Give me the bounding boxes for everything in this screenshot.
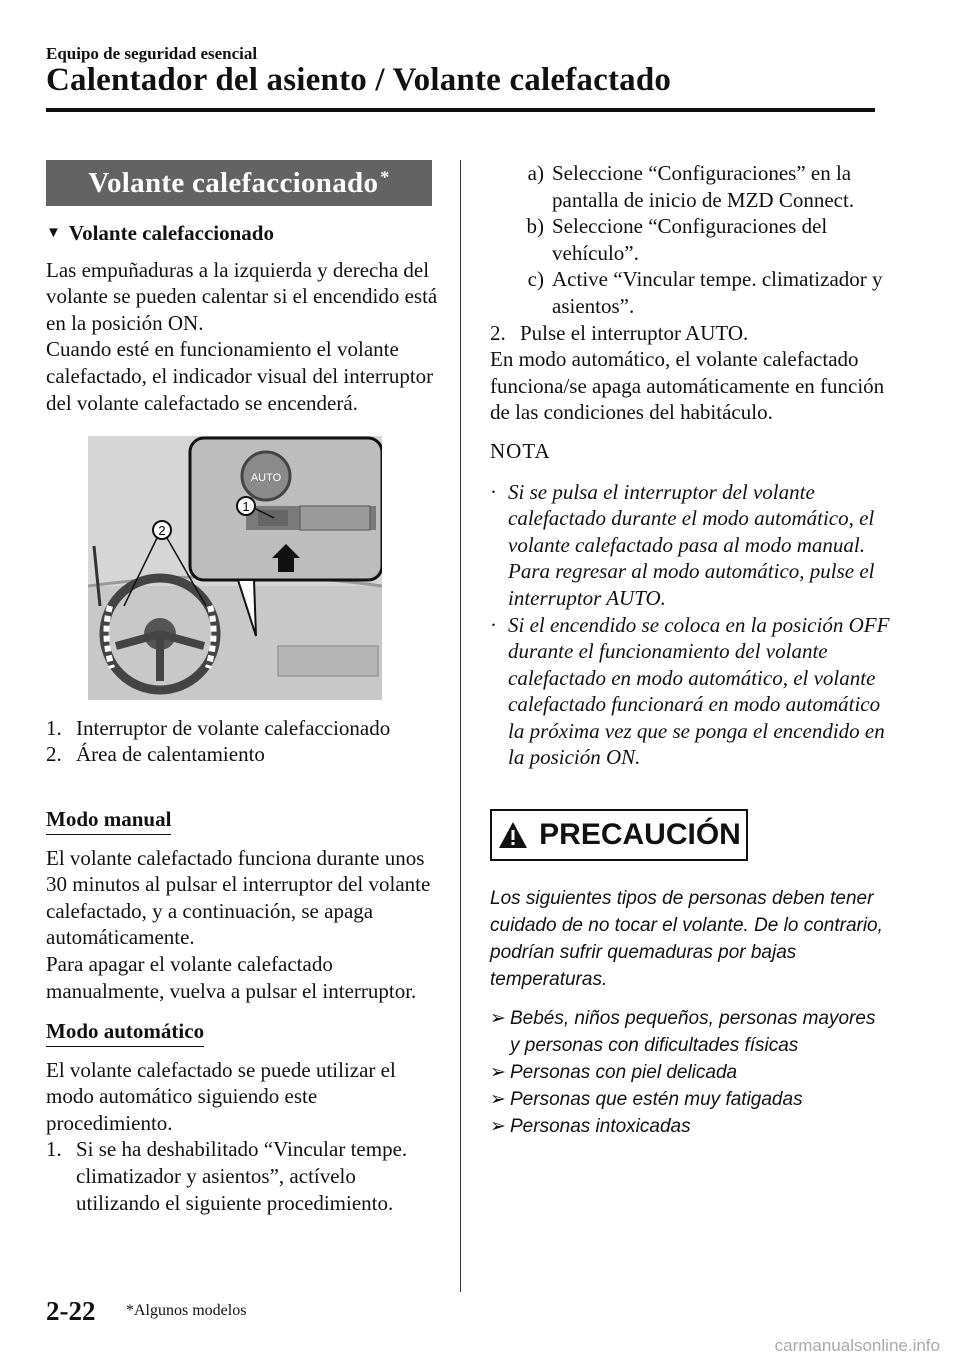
caption-text: Área de calentamiento	[76, 742, 265, 767]
bullet-icon: ·	[490, 612, 497, 637]
sub-step-text: Active “Vincular tempe. climatizador y asientos”.	[552, 267, 883, 318]
steering-wheel-figure	[88, 436, 382, 700]
intro-paragraph-2: Cuando esté en funcionamiento el volante calefactado, el indicador visual del interruptor del volante calefactado se encenderá.	[46, 337, 434, 415]
step-item	[490, 320, 890, 347]
sub-step-item	[490, 213, 890, 266]
warning-triangle-icon	[497, 820, 529, 850]
sub-step-letter: b)	[526, 214, 544, 239]
footnote: *Algunos modelos	[126, 1302, 247, 1319]
step-item	[46, 1136, 438, 1216]
caution-item	[490, 1005, 890, 1059]
manual-mode-paragraph-1: El volante calefactado funciona durante unos 30 minutos al pulsar el interruptor del volante calefactado, y a continuación, se apaga automáticamente.	[46, 845, 431, 950]
figure-captions	[46, 715, 438, 768]
auto-button-label: AUTO	[250, 472, 282, 485]
caution-label: PRECAUCIÓN	[539, 817, 741, 851]
caution-text: Los siguientes tipos de personas deben tener cuidado de no tocar el volante. De lo contrario, podrían sufrir quemaduras por bajas temperaturas.	[490, 888, 883, 991]
bullet-icon: ·	[490, 479, 497, 504]
right-column	[490, 160, 890, 1140]
section-title: Volante calefaccionado	[88, 166, 379, 199]
caution-item-text: Personas con piel delicada	[510, 1062, 738, 1084]
caption-item	[46, 741, 438, 768]
watermark: carmanualsonline.info	[774, 1336, 940, 1355]
manual-mode-paragraph-2: Para apagar el volante calefactado manualmente, vuelva a pulsar el interruptor.	[46, 951, 417, 1003]
subheading-text: Volante calefaccionado	[68, 221, 274, 245]
caption-item	[46, 715, 438, 742]
caption-text: Interruptor de volante calefaccionado	[76, 715, 391, 740]
caution-item	[490, 1113, 890, 1140]
auto-mode-paragraph: El volante calefactado se puede utilizar el modo automático siguiendo este procedimiento.	[46, 1057, 396, 1135]
note-text: Si se pulsa el interruptor del volante calefactado durante el modo automático, el volante calefactado pasa al modo manual. Para regresar al modo automático, pulse el interruptor AUTO.	[508, 479, 875, 610]
arrow-right-icon: ➢	[490, 1089, 506, 1111]
caution-item-text: Bebés, niños pequeños, personas mayores y personas con dificultades físicas	[510, 1008, 876, 1057]
footnote-mark: *	[380, 166, 390, 187]
section-banner	[46, 160, 432, 206]
sub-step-letter: a)	[527, 161, 544, 185]
caution-box	[490, 809, 748, 861]
step-text: Si se ha deshabilitado “Vincular tempe. climatizador y asientos”, actívelo utilizando el siguiente procedimiento.	[76, 1137, 408, 1215]
sub-step-text: Seleccione “Configuraciones” en la pantalla de inicio de MZD Connect.	[552, 161, 855, 212]
sub-step-text: Seleccione “Configuraciones del vehículo”.	[552, 214, 828, 265]
sub-step-item	[490, 160, 890, 213]
note-text: Si el encendido se coloca en la posición OFF durante el funcionamiento del volante calefactado en modo automático, el volante calefactado funcionará en modo automático la próxima vez que se ponga el encendido en la posición ON.	[508, 612, 890, 770]
intro-paragraph-1: Las empuñaduras a la izquierda y derecha del volante se pueden calentar si el encendido está en la posición ON.	[46, 257, 438, 335]
note-list	[490, 479, 890, 772]
page-number: 2-22	[46, 1296, 96, 1326]
arrow-right-icon: ➢	[490, 1008, 506, 1030]
caption-number: 2.	[46, 742, 62, 767]
column-divider	[460, 160, 461, 1292]
caution-item-text: Personas que estén muy fatigadas	[510, 1089, 803, 1111]
sub-step-item	[490, 266, 890, 319]
note-item	[490, 479, 890, 612]
caution-item	[490, 1086, 890, 1113]
sub-step-letter: c)	[527, 267, 544, 292]
note-heading: NOTA	[490, 438, 551, 463]
left-column	[46, 160, 438, 1216]
caution-body	[490, 885, 890, 1140]
caption-number: 1.	[46, 715, 62, 740]
auto-mode-description: En modo automático, el volante calefactado funciona/se apaga automáticamente en función de las condiciones del habitáculo.	[490, 347, 885, 425]
caution-item-text: Personas intoxicadas	[510, 1116, 691, 1138]
caution-item	[490, 1059, 890, 1086]
page-title: Calentador del asiento / Volante calefactado	[46, 62, 672, 98]
manual-mode-heading: Modo manual	[46, 806, 171, 835]
note-item	[490, 612, 890, 772]
callout-2: 2	[158, 523, 166, 539]
title-rule	[46, 108, 875, 112]
triangle-down-icon: ▼	[46, 225, 61, 241]
auto-steps	[46, 1136, 438, 1216]
auto-mode-heading: Modo automático	[46, 1018, 204, 1047]
step-number: 1.	[46, 1137, 62, 1162]
step-text: Pulse el interruptor AUTO.	[520, 320, 749, 345]
arrow-right-icon: ➢	[490, 1116, 506, 1138]
step-2	[490, 320, 890, 347]
step-number: 2.	[490, 320, 506, 345]
caution-items	[490, 1005, 890, 1140]
sub-steps	[490, 160, 890, 320]
callout-1: 1	[242, 499, 250, 515]
subheading	[46, 220, 438, 247]
breadcrumb: Equipo de seguridad esencial	[46, 44, 258, 63]
arrow-right-icon: ➢	[490, 1062, 506, 1084]
